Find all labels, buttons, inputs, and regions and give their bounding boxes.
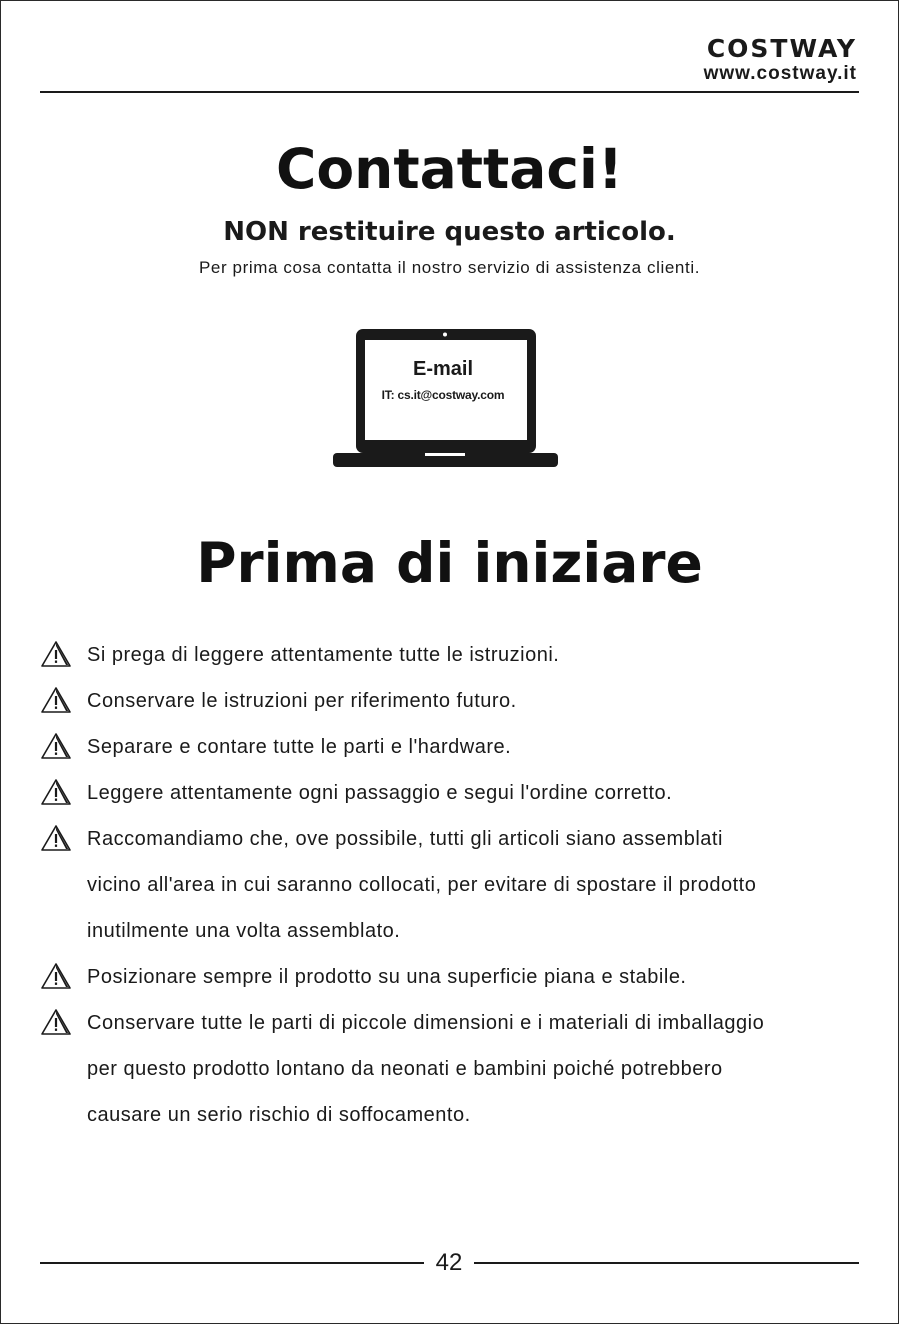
warning-triangle-icon [40, 732, 72, 760]
costway-logo: COSTWAY [706, 34, 857, 63]
brand-url: www.costway.it [703, 63, 857, 84]
list-item-text: vicino all'area in cui saranno collocati, per evitare di spostare il prodotto [87, 874, 757, 896]
footer-divider-left [40, 1262, 424, 1264]
contact-title: Contattaci! [276, 137, 623, 201]
laptop-email-graphic [333, 328, 558, 470]
before-start-title: Prima di iniziare [196, 531, 703, 595]
list-item-text: per questo prodotto lontano da neonati e bambini poiché potrebbero [87, 1058, 723, 1080]
list-item [40, 954, 870, 1000]
page-number: 42 [435, 1249, 463, 1276]
list-item-text: Posizionare sempre il prodotto su una superficie piana e stabile. [87, 966, 687, 988]
list-item [40, 816, 870, 954]
warning-triangle-icon [40, 778, 72, 806]
list-item [40, 770, 870, 816]
instructions-list [40, 632, 870, 1138]
warning-triangle-icon [40, 1008, 72, 1036]
list-item-text: inutilmente una volta assemblato. [87, 920, 401, 942]
warning-triangle-icon [40, 962, 72, 990]
list-item-text: causare un serio rischio di soffocamento. [87, 1104, 471, 1126]
laptop-screen [365, 340, 521, 440]
contact-subtitle: NON restituire questo articolo. [223, 217, 676, 247]
warning-triangle-icon [40, 686, 72, 714]
footer-divider-right [474, 1262, 859, 1264]
list-item-text: Raccomandiamo che, ove possibile, tutti gli articoli siano assemblati [87, 828, 723, 850]
header-divider [40, 91, 859, 93]
list-item [40, 632, 870, 678]
list-item [40, 678, 870, 724]
contact-intro: Per prima cosa contatta il nostro servizio di assistenza clienti. [198, 258, 701, 277]
list-item-text: Separare e contare tutte le parti e l'hardware. [87, 736, 512, 758]
list-item-text: Leggere attentamente ogni passaggio e segui l'ordine corretto. [87, 782, 673, 804]
list-item-text: Conservare le istruzioni per riferimento futuro. [87, 690, 517, 712]
list-item-text: Conservare tutte le parti di piccole dimensioni e i materiali di imballaggio [87, 1012, 765, 1034]
list-item-text: Si prega di leggere attentamente tutte le istruzioni. [87, 644, 560, 666]
list-item [40, 724, 870, 770]
email-label: E-mail [412, 358, 474, 380]
email-address: IT: cs.it@costway.com [381, 388, 505, 402]
brand-header [704, 34, 857, 84]
warning-triangle-icon [40, 640, 72, 668]
list-item [40, 1000, 870, 1138]
warning-triangle-icon [40, 824, 72, 852]
